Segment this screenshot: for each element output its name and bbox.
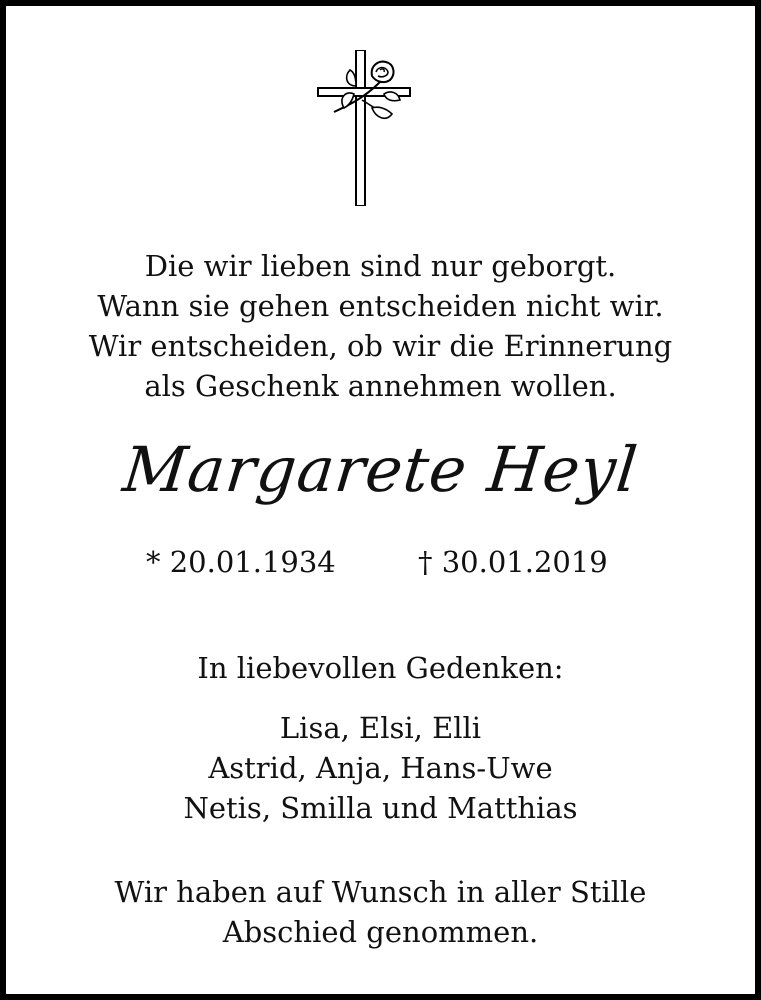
verse-line: Wir entscheiden, ob wir die Erinnerung (88, 329, 673, 363)
birth-date: * 20.01.1934 (146, 545, 336, 579)
cross-with-rose-icon (314, 50, 414, 206)
verse-line: Die wir lieben sind nur geborgt. (144, 249, 617, 283)
closing-line: Abschied genommen. (222, 915, 539, 949)
mourners-line: Lisa, Elsi, Elli (279, 711, 482, 745)
mourners-line: Astrid, Anja, Hans-Uwe (208, 751, 553, 785)
deceased-name: Margarete Heyl (119, 433, 642, 506)
mourners-line: Netis, Smilla und Matthias (183, 791, 578, 825)
verse-line: Wann sie gehen entscheiden nicht wir. (97, 289, 664, 323)
mourners-intro: In liebevollen Gedenken: (197, 651, 564, 685)
death-date: † 30.01.2019 (418, 545, 608, 579)
mourners-list (6, 708, 755, 828)
closing-note (6, 872, 755, 952)
life-dates (6, 542, 755, 586)
verse-line: als Geschenk annehmen wollen. (144, 369, 617, 403)
memorial-verse (6, 246, 755, 406)
closing-line: Wir haben auf Wunsch in aller Stille (114, 875, 647, 909)
